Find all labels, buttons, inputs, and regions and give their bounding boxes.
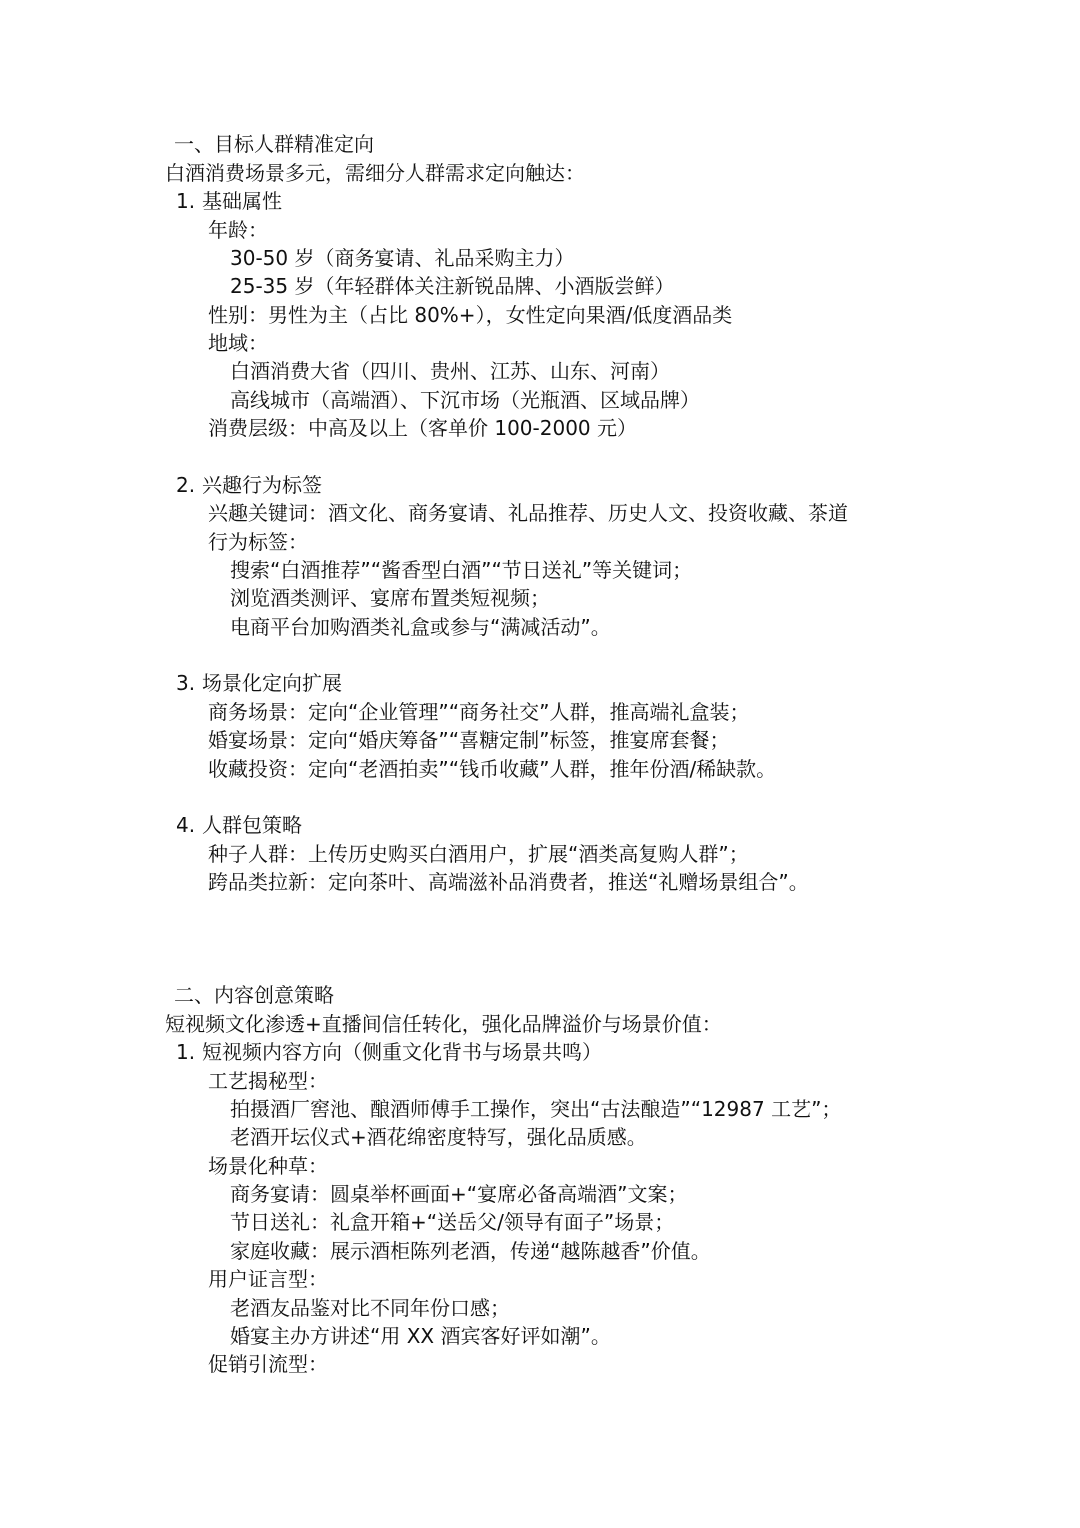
list-title: 人群包策略	[202, 813, 302, 837]
section2-heading: 二、内容创意策略	[174, 983, 334, 1007]
craft-line: 老酒开坛仪式+酒花绵密度特写，强化品质感。	[230, 1125, 647, 1149]
list-item-heading	[176, 811, 302, 839]
gender-line: 性别：男性为主（占比 80%+），女性定向果酒/低度酒品类	[208, 303, 733, 327]
behavior-line: 浏览酒类测评、宴席布置类短视频；	[230, 586, 550, 610]
list-title: 基础属性	[202, 189, 282, 213]
testimony-label: 用户证言型：	[208, 1267, 328, 1291]
scene-line: 家庭收藏：展示酒柜陈列老酒，传递“越陈越香”价值。	[230, 1239, 711, 1263]
list-number: 1.	[176, 1040, 196, 1064]
age-label: 年龄：	[208, 218, 268, 242]
testimony-line: 婚宴主办方讲述“用 XX 酒宾客好评如潮”。	[230, 1324, 611, 1348]
scene-line: 商务宴请：圆桌举杯画面+“宴席必备高端酒”文案；	[230, 1182, 688, 1206]
scene-label: 场景化种草：	[208, 1154, 328, 1178]
list-number: 1.	[176, 189, 196, 213]
list-item-heading	[176, 1038, 602, 1066]
list-item-heading	[176, 187, 282, 215]
scenario-line: 婚宴场景：定向“婚庆筹备”“喜糖定制”标签，推宴席套餐；	[208, 728, 730, 752]
scene-line: 节日送礼：礼盒开箱+“送岳父/领导有面子”场景；	[230, 1210, 675, 1234]
keywords-line: 兴趣关键词：酒文化、商务宴请、礼品推荐、历史人文、投资收藏、茶道	[208, 501, 848, 525]
behavior-line: 搜索“白酒推荐”“酱香型白酒”“节日送礼”等关键词；	[230, 558, 693, 582]
audience-pack-line: 跨品类拉新：定向茶叶、高端滋补品消费者，推送“礼赠场景组合”。	[208, 870, 809, 894]
list-item-heading	[176, 669, 342, 697]
scenario-line: 收藏投资：定向“老酒拍卖”“钱币收藏”人群，推年份酒/稀缺款。	[208, 757, 777, 781]
craft-label: 工艺揭秘型：	[208, 1069, 328, 1093]
list-number: 4.	[176, 813, 196, 837]
age-line: 30-50 岁（商务宴请、礼品采购主力）	[230, 246, 575, 270]
craft-line: 拍摄酒厂窖池、酿酒师傅手工操作，突出“古法酿造”“12987 工艺”；	[230, 1097, 842, 1121]
scenario-line: 商务场景：定向“企业管理”“商务社交”人群，推高端礼盒装；	[208, 700, 750, 724]
list-number: 2.	[176, 473, 196, 497]
list-title: 短视频内容方向（侧重文化背书与场景共鸣）	[202, 1040, 602, 1064]
audience-pack-line: 种子人群：上传历史购买白酒用户，扩展“酒类高复购人群”；	[208, 842, 749, 866]
section1-heading: 一、目标人群精准定向	[174, 132, 374, 156]
region-line: 白酒消费大省（四川、贵州、江苏、山东、河南）	[230, 359, 670, 383]
region-line: 高线城市（高端酒）、下沉市场（光瓶酒、区域品牌）	[230, 388, 700, 412]
behavior-label: 行为标签：	[208, 530, 308, 554]
list-number: 3.	[176, 671, 196, 695]
region-label: 地域：	[208, 331, 268, 355]
testimony-line: 老酒友品鉴对比不同年份口感；	[230, 1296, 510, 1320]
consumption-line: 消费层级：中高及以上（客单价 100-2000 元）	[208, 416, 638, 440]
section2-intro: 短视频文化渗透+直播间信任转化，强化品牌溢价与场景价值：	[165, 1012, 722, 1036]
list-title: 场景化定向扩展	[202, 671, 342, 695]
section1-intro: 白酒消费场景多元，需细分人群需求定向触达：	[165, 161, 585, 185]
promo-label: 促销引流型：	[208, 1352, 328, 1376]
list-title: 兴趣行为标签	[202, 473, 322, 497]
age-line: 25-35 岁（年轻群体关注新锐品牌、小酒版尝鲜）	[230, 274, 675, 298]
behavior-line: 电商平台加购酒类礼盒或参与“满减活动”。	[230, 615, 611, 639]
list-item-heading	[176, 471, 322, 499]
